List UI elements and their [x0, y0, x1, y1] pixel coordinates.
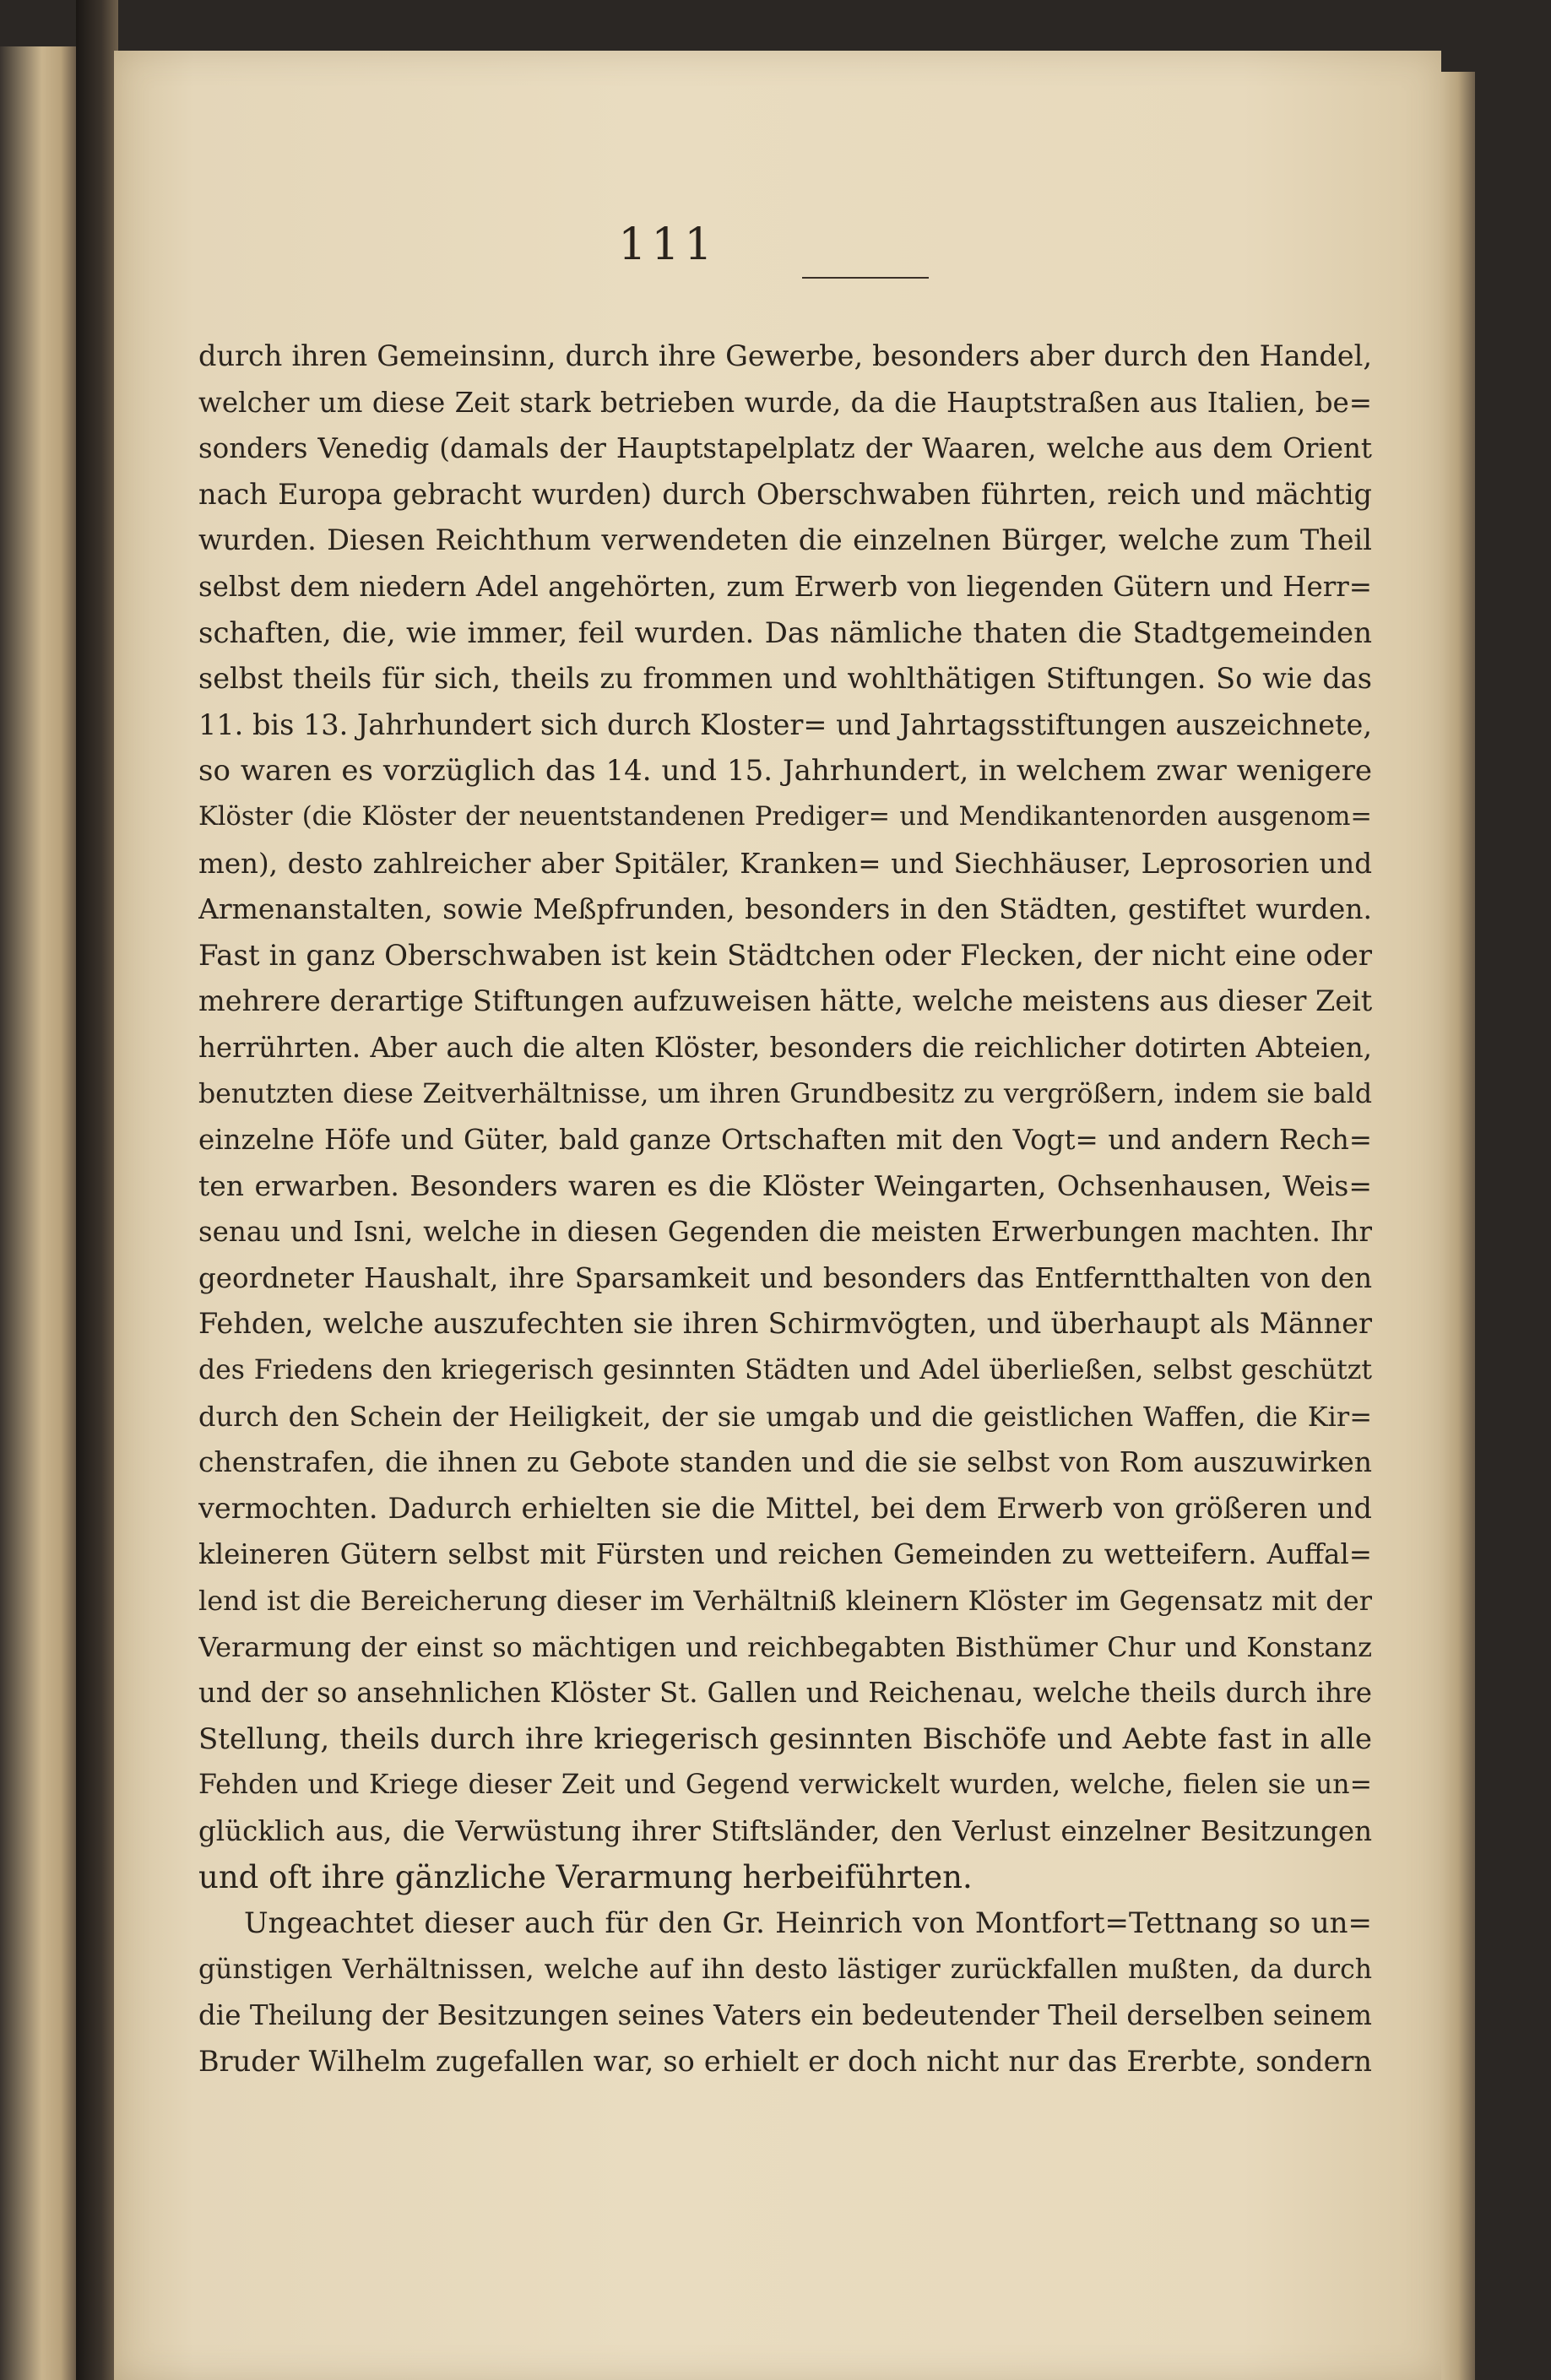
text-line: welcher um diese Zeit stark betrieben wurde, da die Hauptstraßen aus Italien, be=	[198, 386, 1372, 419]
text-line: geordneter Haushalt, ihre Sparsamkeit und besonders das Entferntthalten von den	[198, 1261, 1372, 1294]
text-line: Fehden, welche auszufechten sie ihren Schirmvögten, und überhaupt als Männer	[198, 1307, 1372, 1341]
text-line: Fehden und Kriege dieser Zeit und Gegend verwickelt wurden, welche, fielen sie un=	[198, 1770, 1372, 1801]
text-line: nach Europa gebracht wurden) durch Oberschwaben führten, reich und mächtig	[198, 477, 1372, 511]
text-line: wurden. Diesen Reichthum verwendeten die einzelnen Bürger, welche zum Theil	[198, 523, 1372, 557]
text-line: Stellung, theils durch ihre kriegerisch gesinnten Bischöfe und Aebte fast in alle	[198, 1721, 1372, 1756]
text-line: schaften, die, wie immer, feil wurden. Das nämliche thaten die Stadtgemeinden	[198, 615, 1372, 650]
page-stack-edge	[1441, 72, 1475, 2380]
text-line: kleineren Gütern selbst mit Fürsten und reichen Gemeinden zu wetteifern. Auffal=	[198, 1538, 1372, 1571]
text-line: selbst dem niedern Adel angehörten, zum Erwerb von liegenden Gütern und Herr=	[198, 570, 1372, 603]
left-page-edge	[0, 46, 76, 2380]
text-line: 11. bis 13. Jahrhundert sich durch Kloster= und Jahrtagsstiftungen auszeichnete,	[198, 707, 1372, 741]
text-line: so waren es vorzüglich das 14. und 15. Jahrhundert, in welchem zwar wenigere	[198, 754, 1372, 789]
text-line: benutzten diese Zeitverhältnisse, um ihren Grundbesitz zu vergrößern, indem sie bald	[198, 1078, 1372, 1109]
text-line: durch den Schein der Heiligkeit, der sie umgab und die geistlichen Waffen, die Kir=	[198, 1400, 1372, 1433]
text-line: und der so ansehnlichen Klöster St. Gallen und Reichenau, welche theils durch ihre	[198, 1677, 1372, 1710]
text-line: men), desto zahlreicher aber Spitäler, Kranken= und Siechhäuser, Leprosorien und	[198, 847, 1372, 880]
text-line: chenstrafen, die ihnen zu Gebote standen und die sie selbst von Rom auszuwirken	[198, 1445, 1372, 1479]
body-text	[198, 333, 1372, 2085]
text-line: Klöster (die Klöster der neuentstandenen Prediger= und Mendikantenorden ausgenom=	[198, 801, 1372, 832]
text-line: einzelne Höfe und Güter, bald ganze Ortschaften mit den Vogt= und andern Rech=	[198, 1124, 1372, 1157]
text-line: Verarmung der einst so mächtigen und reichbegabten Bisthümer Chur und Konstanz	[198, 1630, 1372, 1663]
text-line: vermochten. Dadurch erhielten sie die Mittel, bei dem Erwerb von größeren und	[198, 1491, 1372, 1525]
text-line: Fast in ganz Oberschwaben ist kein Städtchen oder Flecken, der nicht eine oder	[198, 938, 1372, 973]
text-line: günstigen Verhältnissen, welche auf ihn desto lästiger zurückfallen mußten, da durch	[198, 1954, 1372, 1985]
page-number: 111	[618, 220, 718, 270]
text-line: lend ist die Bereicherung dieser im Verhältniß kleinern Klöster im Gegensatz mit der	[198, 1585, 1372, 1618]
text-line-paragraph-end: und oft ihre gänzliche Verarmung herbeiführten.	[198, 1858, 973, 1895]
text-line: ten erwarben. Besonders waren es die Klöster Weingarten, Ochsenhausen, Weis=	[198, 1168, 1372, 1202]
text-line: selbst theils für sich, theils zu frommen und wohlthätigen Stiftungen. So wie das	[198, 662, 1372, 696]
text-line: mehrere derartige Stiftungen aufzuweisen hätte, welche meistens aus dieser Zeit	[198, 984, 1372, 1018]
text-line: sonders Venedig (damals der Hauptstapelplatz der Waaren, welche aus dem Orient	[198, 432, 1372, 465]
text-line: die Theilung der Besitzungen seines Vaters ein bedeutender Theil derselben seinem	[198, 1999, 1372, 2032]
book-gutter	[76, 0, 118, 2380]
text-line: Bruder Wilhelm zugefallen war, so erhielt er doch nicht nur das Ererbte, sondern	[198, 2044, 1372, 2078]
text-line: des Friedens den kriegerisch gesinnten Städten und Adel überließen, selbst geschützt	[198, 1355, 1372, 1386]
text-line: senau und Isni, welche in diesen Gegenden die meisten Erwerbungen machten. Ihr	[198, 1216, 1372, 1249]
text-line: herrührten. Aber auch die alten Klöster, besonders die reichlicher dotirten Abteien,	[198, 1031, 1372, 1064]
text-line-paragraph-start: Ungeachtet dieser auch für den Gr. Heinrich von Montfort=Tettnang so un=	[244, 1906, 1372, 1941]
book-page	[114, 51, 1441, 2380]
text-line: durch ihren Gemeinsinn, durch ihre Gewerbe, besonders aber durch den Handel,	[198, 339, 1372, 372]
text-line: Armenanstalten, sowie Meßpfrunden, besonders in den Städten, gestiftet wurden.	[198, 892, 1372, 926]
text-line: glücklich aus, die Verwüstung ihrer Stiftsländer, den Verlust einzelner Besitzungen	[198, 1815, 1372, 1847]
page-number-rule	[802, 277, 929, 279]
